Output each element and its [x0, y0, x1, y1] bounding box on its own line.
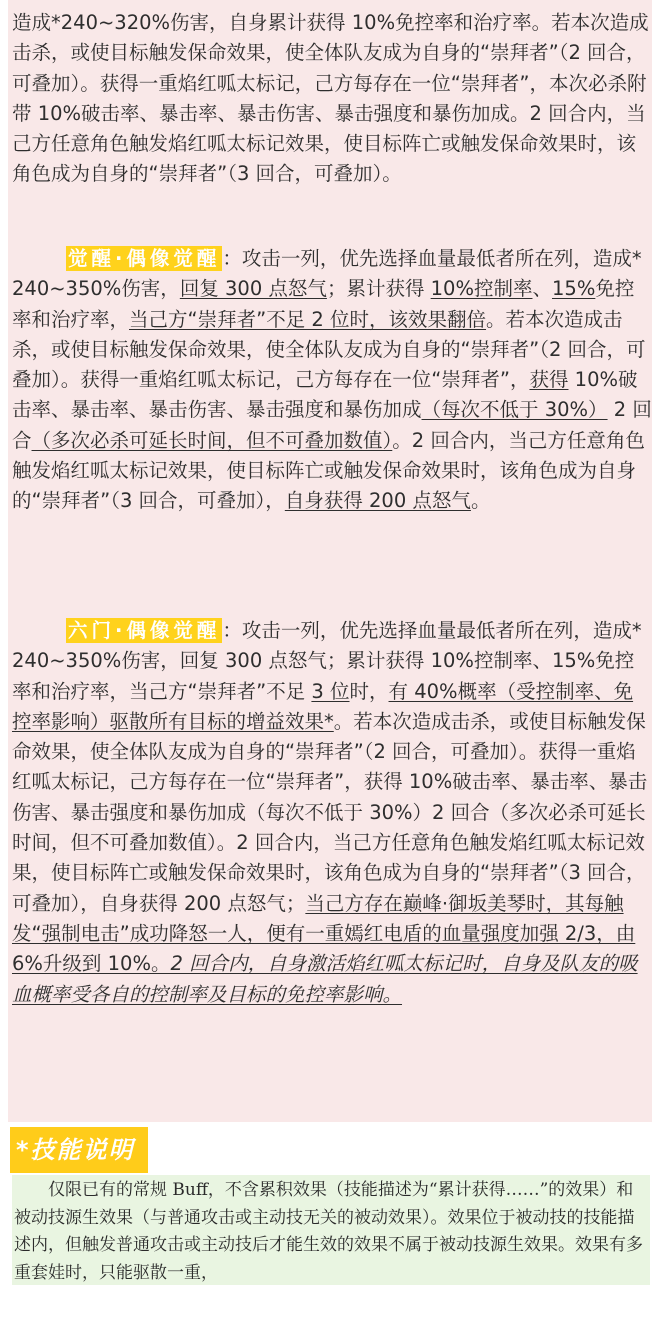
underlined-segment: 15%: [552, 277, 596, 301]
sixgate-tag: 六门·偶像觉醒: [68, 619, 221, 642]
text-segment: 、: [532, 277, 552, 301]
text-segment: ：攻击一列，优先选择血量最低者所在列，造成*240~350%伤害，: [12, 247, 642, 301]
underlined-segment: 自身获得 200 点怒气: [284, 489, 471, 513]
text-segment: 10%破击率、暴击率、暴击伤害、暴击强度和暴伤加成: [12, 368, 638, 422]
underlined-segment: 10%控制率: [430, 277, 533, 301]
text-segment: 。2 回合内，当己方任意角色触发焰红呱太标记效果，使目标阵亡或触发保命效果时，该角色成为自身的“崇拜者”（3 回合，可叠加），: [12, 428, 645, 513]
skill-note-heading: *技能说明: [10, 1127, 148, 1173]
skill-paragraph-base: [12, 8, 652, 190]
text-segment: ；累计获得: [326, 277, 431, 301]
skill-paragraph-sixgate: [12, 616, 652, 1010]
text-segment: 免控率和治疗率，: [12, 277, 635, 331]
paragraph-text: 造成*240~320%伤害，自身累计获得 10%免控率和治疗率。若本次造成击杀，或使目标触发保命效果，使全体队友成为自身的“崇拜者”（2 回合，可叠加）。获得一重焰红呱太标记，己方每存在一位“崇拜者”，本次必杀附带 10%破击率、暴击率、暴击伤害、暴击强度和暴伤加成。2 回合内，当己方任意角色触发焰红呱太标记效果，使目标阵亡或触发保命效果时，该角色成为自身的“崇拜者”（3 回合，可叠加）。: [12, 11, 649, 186]
text-segment: 。: [470, 489, 491, 513]
skill-note-text: 仅限已有的常规 Buff，不含累积效果（技能描述为“累计获得……”的效果）和被动技源生效果（与普通攻击或主动技无关的被动效果）。效果位于被动技的技能描述内，但触发普通攻击或主动技后才能生效的效果不属于被动技源生效果。效果有多重套娃时，只能驱散一重，: [14, 1180, 643, 1283]
underlined-segment: 3 位: [311, 679, 350, 703]
text-segment: ：攻击一列，优先选择血量最低者所在列，造成*240~350%伤害，回复 300 点怒气；累计获得 10%控制率、15%免控率和治疗率，当己方“崇拜者”不足: [12, 619, 642, 703]
text-segment: 时，: [349, 679, 389, 703]
underlined-segment: 有 40%概率（受控制率、免控率影响）驱散所有目标的增益效果*: [12, 679, 634, 733]
text-segment: 。若本次造成击杀，或使目标触发保命效果，使全体队友成为自身的“崇拜者”（2 回合，可叠加）。获得一重焰红呱太标记，己方每存在一位“崇拜者”，获得 10%破击率、暴击率、暴击伤害、暴击强度和暴伤加成（每次不低于 30%）2 回合（多次必杀可延长时间，但不可叠加数值）。2 回合内，当己方任意角色触发焰红呱太标记效果，使目标阵亡或触发保命效果时，该角色成为自身的“崇拜者”（3 回合，可叠加），自身获得 200 点怒气；: [12, 709, 648, 915]
underlined-segment: 当己方存在巅峰·御坂美琴时，其每触发“强制电击”成功降怒一人，便有一重嫣红电盾的血量强度加强 2/3，由 6%升级到 10%。: [12, 891, 636, 976]
underlined-segment: （多次必杀可延长时间，但不可叠加数值）: [31, 428, 393, 452]
skill-paragraph-awaken: [12, 244, 652, 517]
underlined-segment: 当己方“崇拜者”不足 2 位时，该效果翻倍: [129, 307, 487, 331]
underlined-segment: （每次不低于 30%）: [421, 398, 608, 422]
underlined-segment: 获得: [529, 368, 569, 392]
text-segment: 。若本次造成击杀，或使目标触发保命效果，使全体队友成为自身的“崇拜者”（2 回合，可叠加）。获得一重焰红呱太标记，己方每存在一位“崇拜者”，: [12, 307, 646, 392]
italic-underlined-segment: 2 回合内，自身激活焰红呱太标记时，自身及队友的吸血概率受各自的控制率及目标的免控率影响。: [12, 952, 638, 1006]
awaken-tag: 觉醒·偶像觉醒: [68, 247, 221, 270]
text-segment: 2 回合: [12, 398, 652, 452]
underlined-segment: 回复 300 点怒气: [179, 277, 327, 301]
